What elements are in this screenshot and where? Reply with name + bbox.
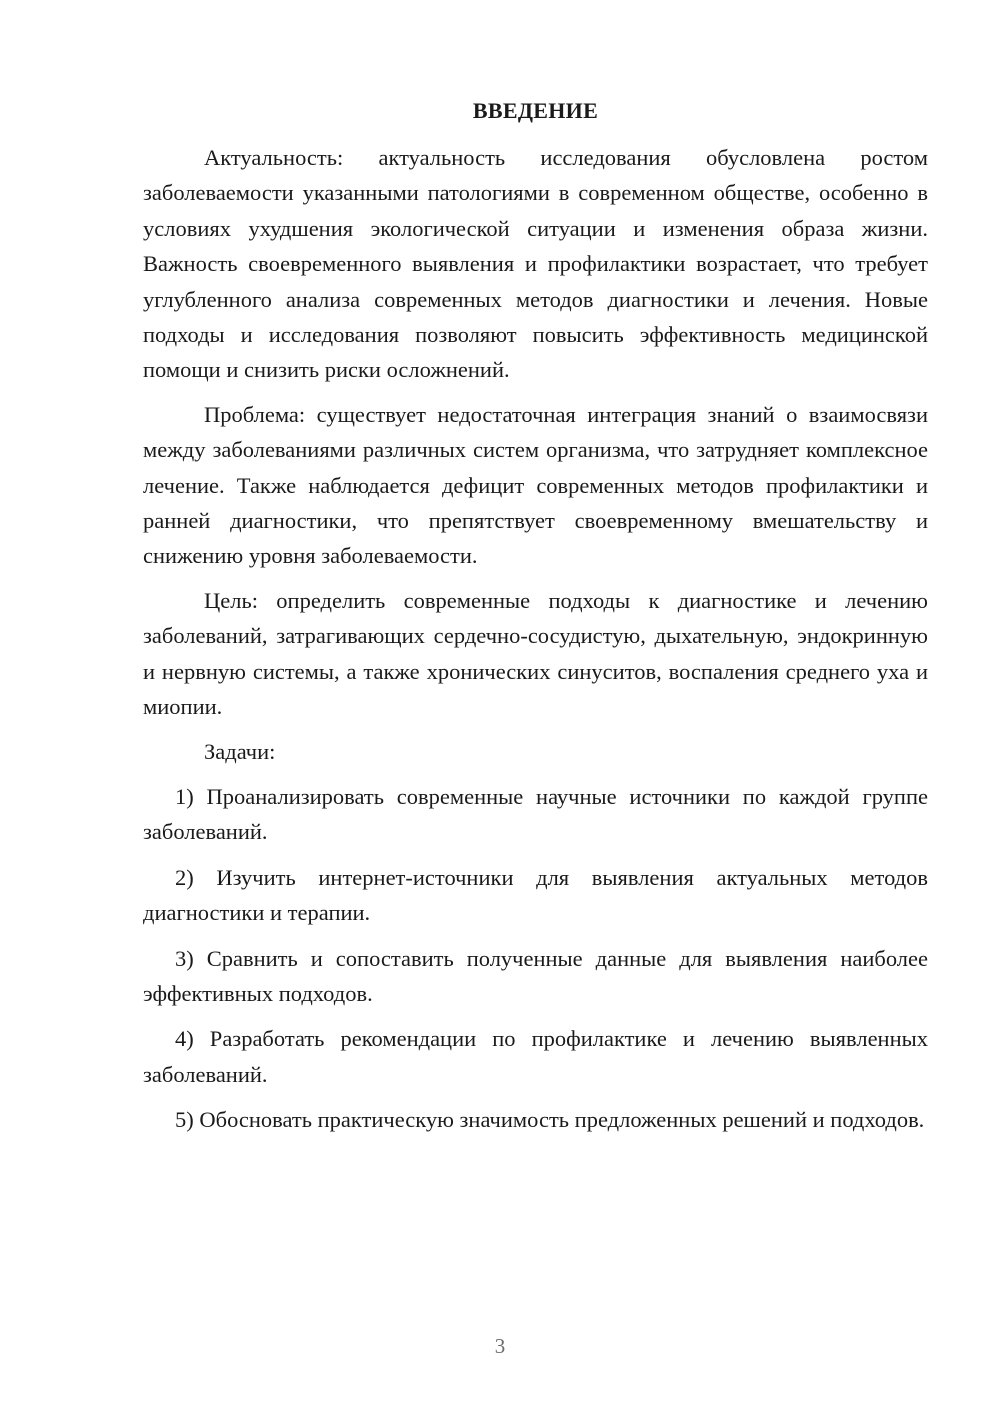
relevance-paragraph: Актуальность: актуальность исследования обусловлена ростом заболеваемости указанными патологиями в современном обществе, особенно в условиях ухудшения экологической ситуации и изменения образа жизни. Важность своевременного выявления и профилактики возрастает, что требует углубленного анализа современных методов диагностики и лечения. Новые подходы и исследования позволяют повысить эффективность медицинской помощи и снизить риски осложнений. [143, 145, 928, 383]
task-item-1: 1) Проанализировать современные научные источники по каждой группе заболеваний. [143, 783, 928, 845]
page-body [143, 98, 928, 1148]
section-title: ВВЕДЕНИЕ [472, 98, 599, 123]
task-item-3: 3) Сравнить и сопоставить полученные данные для выявления наиболее эффективных подходов. [143, 945, 928, 1006]
goal-paragraph: Цель: определить современные подходы к диагностике и лечению заболеваний, затрагивающих сердечно-сосудистую, дыхательную, эндокринную и нервную системы, а также хронических синуситов, воспаления среднего уха и миопии. [143, 587, 928, 720]
problem-paragraph: Проблема: существует недостаточная интеграция знаний о взаимосвязи между заболеваниями различных систем организма, что затрудняет комплексное лечение. Также наблюдается дефицит современных методов профилактики и ранней диагностики, что препятствует своевременному вмешательству и снижению уровня заболеваемости. [143, 401, 928, 569]
task-item-5: 5) Обосновать практическую значимость предложенных решений и подходов. [175, 1107, 925, 1133]
task-item-2: 2) Изучить интернет-источники для выявления актуальных методов диагностики и терапии. [143, 864, 928, 926]
tasks-label: Задачи: [204, 738, 276, 764]
page-number: 3 [494, 1334, 506, 1358]
task-item-4: 4) Разработать рекомендации по профилактике и лечению выявленных заболеваний. [143, 1026, 928, 1087]
